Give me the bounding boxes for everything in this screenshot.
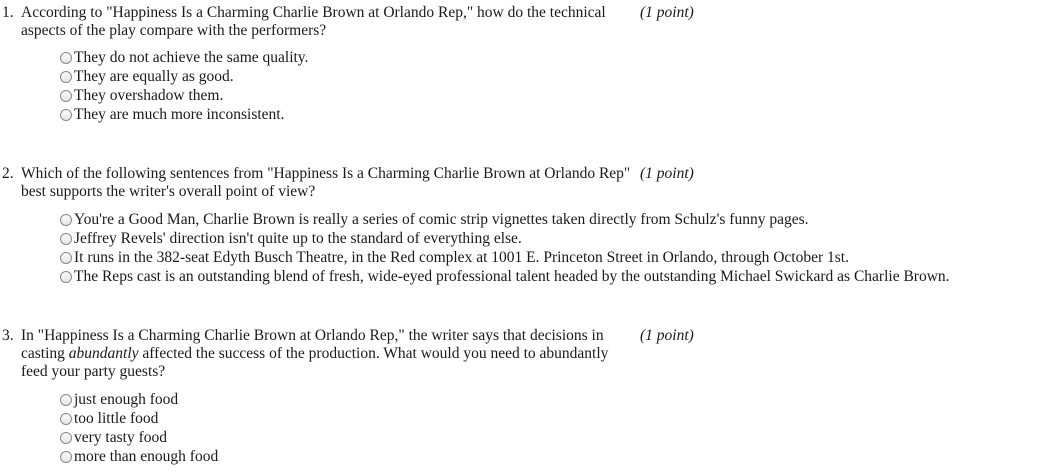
answer-option[interactable] xyxy=(60,67,308,86)
answer-option[interactable] xyxy=(60,210,950,229)
answer-options xyxy=(60,210,950,286)
option-label[interactable]: very tasty food xyxy=(74,429,167,446)
radio-button[interactable] xyxy=(60,52,72,64)
answer-options xyxy=(60,48,308,124)
question-points: (1 point) xyxy=(640,165,694,182)
radio-button[interactable] xyxy=(60,90,72,102)
question-text: According to "Happiness Is a Charming Charlie Brown at Orlando Rep," how do the technical aspects of the play compare with the performers? xyxy=(21,4,606,39)
answer-option[interactable] xyxy=(60,48,308,67)
option-label[interactable]: They overshadow them. xyxy=(74,87,224,104)
radio-button[interactable] xyxy=(60,252,72,264)
radio-button[interactable] xyxy=(60,214,72,226)
option-label[interactable]: It runs in the 382-seat Edyth Busch Theatre, in the Red complex at 1001 E. Princeton Street in Orlando, through October 1st. xyxy=(74,249,849,266)
option-label[interactable]: The Reps cast is an outstanding blend of fresh, wide-eyed professional talent headed by the outstanding Michael Swickard as Charlie Brown. xyxy=(74,268,950,285)
answer-option[interactable] xyxy=(60,229,950,248)
radio-button[interactable] xyxy=(60,109,72,121)
option-label[interactable]: They are equally as good. xyxy=(74,68,234,85)
answer-option[interactable] xyxy=(60,86,308,105)
question-text-end: affected the success of the production. What would you need to abundantly feed your party guests? xyxy=(21,345,609,380)
radio-button[interactable] xyxy=(60,233,72,245)
option-label[interactable]: You're a Good Man, Charlie Brown is really a series of comic strip vignettes taken directly from Schulz's funny pages. xyxy=(74,211,809,228)
radio-button[interactable] xyxy=(60,432,72,444)
option-label[interactable]: They do not achieve the same quality. xyxy=(74,49,309,66)
question-number: 2. xyxy=(2,165,14,182)
question-points: (1 point) xyxy=(640,4,694,21)
answer-option[interactable] xyxy=(60,248,950,267)
radio-button[interactable] xyxy=(60,413,72,425)
question-text xyxy=(21,327,631,381)
answer-option[interactable] xyxy=(60,267,950,286)
answer-option[interactable] xyxy=(60,428,218,447)
question-points: (1 point) xyxy=(640,327,694,344)
answer-option[interactable] xyxy=(60,409,218,428)
option-label[interactable]: Jeffrey Revels' direction isn't quite up to the standard of everything else. xyxy=(74,230,522,247)
radio-button[interactable] xyxy=(60,394,72,406)
question-number: 3. xyxy=(2,327,14,344)
question-text-start: In "Happiness Is a Charming Charlie Brown at Orlando Rep," the writer says that decisions in casting xyxy=(21,327,604,362)
option-label[interactable]: just enough food xyxy=(74,391,179,408)
option-label[interactable]: more than enough food xyxy=(74,448,219,465)
answer-option[interactable] xyxy=(60,105,308,124)
question-text: Which of the following sentences from "Happiness Is a Charming Charlie Brown at Orlando Rep" best supports the writer's overall point of view? xyxy=(21,165,631,200)
radio-button[interactable] xyxy=(60,71,72,83)
radio-button[interactable] xyxy=(60,271,72,283)
question-number: 1. xyxy=(2,4,14,21)
option-label[interactable]: They are much more inconsistent. xyxy=(74,106,285,123)
emphasized-word: abundantly xyxy=(68,345,139,362)
option-label[interactable]: too little food xyxy=(74,410,159,427)
answer-option[interactable] xyxy=(60,390,218,409)
answer-option[interactable] xyxy=(60,447,218,466)
answer-options xyxy=(60,390,218,466)
radio-button[interactable] xyxy=(60,451,72,463)
